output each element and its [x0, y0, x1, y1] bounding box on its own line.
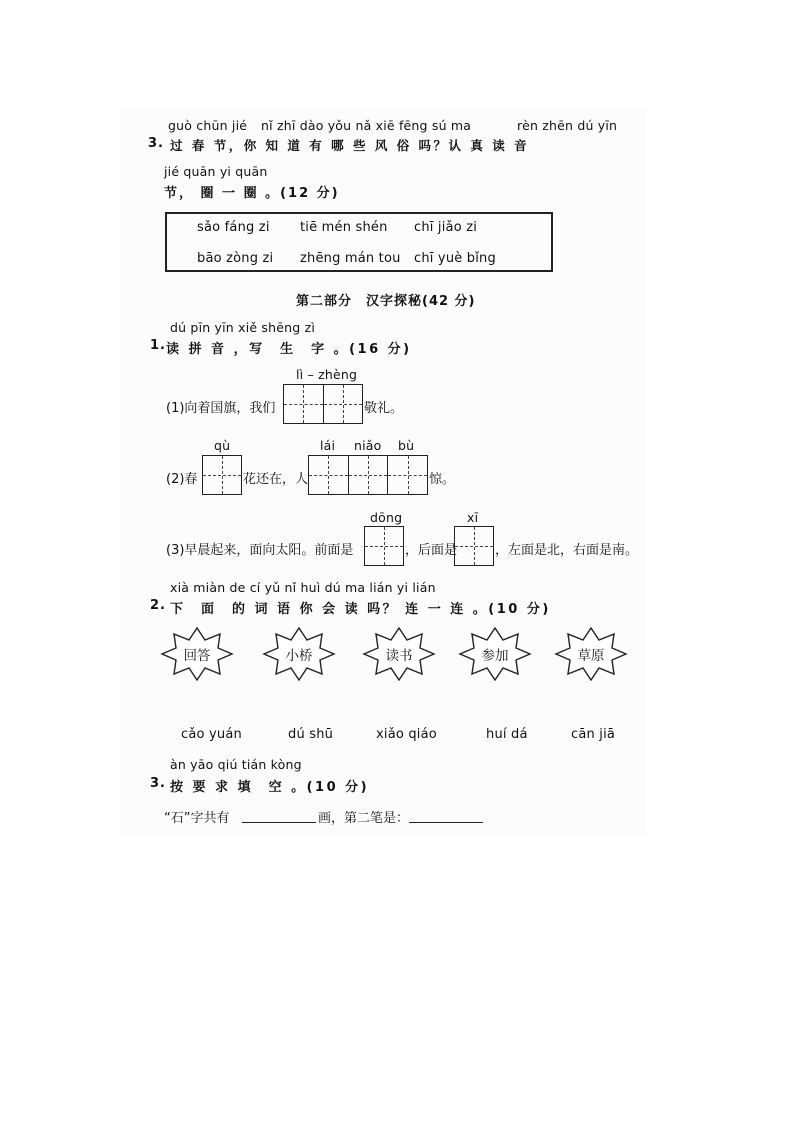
- p2-instruction: 下 面 的 词 语 你 会 读 吗？ 连 一 连 。(10 分): [170, 602, 551, 617]
- star-word-1[interactable]: [160, 626, 234, 682]
- second-stroke-blank[interactable]: [409, 808, 483, 823]
- answer-5[interactable]: cān jiā: [571, 727, 616, 742]
- p3-number: 3.: [150, 776, 166, 791]
- grid-cell[interactable]: [203, 456, 241, 494]
- p1-number: 1.: [150, 338, 166, 353]
- s2-grid-a[interactable]: [202, 455, 242, 495]
- grid-cell[interactable]: [388, 456, 427, 494]
- s2-after: 惊。: [429, 472, 456, 487]
- p2-number: 2.: [150, 598, 166, 613]
- s2-pinyin-b: lái: [320, 438, 336, 453]
- option-6[interactable]: chī yuè bǐng: [414, 251, 496, 266]
- section-title: 第二部分 汉字探秘(42 分): [296, 294, 476, 309]
- s2-pinyin-c: niǎo: [354, 438, 382, 453]
- s2-grid-b[interactable]: [308, 455, 428, 495]
- p3-instruction: 按 要 求 填 空 。(10 分): [170, 780, 370, 795]
- q3-question-line1: 过 春 节，你 知 道 有 哪 些 风 俗 吗？认 真 读 音: [170, 138, 530, 153]
- answer-3[interactable]: xiǎo qiáo: [376, 727, 437, 742]
- s1-after: 敬礼。: [364, 401, 404, 416]
- q3-pinyin-a: guò chūn jié: [168, 118, 248, 133]
- s3-pinyin-a: dōng: [370, 510, 403, 525]
- s3-after: ，左面是北，右面是南。: [495, 543, 639, 558]
- grid-cell[interactable]: [324, 385, 363, 423]
- option-5[interactable]: zhēng mán tou: [300, 251, 401, 266]
- grid-cell[interactable]: [284, 385, 324, 423]
- star-word-label: 草原: [577, 648, 605, 664]
- s3-grid-a[interactable]: [364, 526, 404, 566]
- option-2[interactable]: tiē mén shén: [300, 220, 388, 235]
- grid-cell[interactable]: [365, 527, 403, 565]
- answer-2[interactable]: dú shū: [288, 727, 334, 742]
- s2-pinyin-d: bù: [398, 438, 415, 453]
- grid-cell[interactable]: [349, 456, 389, 494]
- star-word-5[interactable]: [554, 626, 628, 682]
- option-3[interactable]: chī jiǎo zi: [414, 220, 478, 235]
- p1-pinyin: dú pīn yīn xiě shēng zì: [170, 320, 316, 335]
- s1-pinyin: lì – zhèng: [296, 367, 358, 382]
- q3-number: 3.: [148, 136, 164, 151]
- answer-4[interactable]: huí dá: [486, 727, 528, 742]
- option-1[interactable]: sǎo fáng zi: [197, 220, 270, 235]
- star-word-3[interactable]: [362, 626, 436, 682]
- q3-pinyin-b: nǐ zhī dào yǒu nǎ xiē fēng sú ma: [261, 118, 472, 133]
- s3-grid-b[interactable]: [454, 526, 494, 566]
- option-4[interactable]: bāo zòng zi: [197, 251, 274, 266]
- q3-pinyin-line2: jié quān yi quān: [164, 164, 268, 179]
- grid-cell[interactable]: [309, 456, 349, 494]
- s2-before: (2)春: [166, 472, 198, 487]
- star-word-label: 回答: [183, 648, 211, 664]
- s3-before: (3)早晨起来，面向太阳。前面是: [166, 543, 354, 558]
- q3-pinyin-c: rèn zhēn dú yīn: [517, 118, 618, 133]
- stroke-count-blank[interactable]: [242, 808, 316, 823]
- star-word-2[interactable]: [262, 626, 336, 682]
- s3-middle: ，后面是: [405, 543, 458, 558]
- p1-instruction: 读 拼 音 ，写 生 字 。(16 分): [166, 342, 412, 357]
- p2-pinyin: xià miàn de cí yǔ nǐ huì dú ma lián yi lián: [170, 580, 436, 595]
- grid-cell[interactable]: [455, 527, 493, 565]
- s1-grid[interactable]: [283, 384, 363, 424]
- s3-pinyin-b: xī: [467, 510, 479, 525]
- s2-pinyin-a: qù: [214, 438, 231, 453]
- p3-line-a: “石”字共有: [164, 811, 230, 826]
- s1-before: (1)向着国旗，我们: [166, 401, 276, 416]
- star-word-label: 读书: [385, 648, 413, 664]
- q3-question-line2: 节， 圈 一 圈 。(12 分): [164, 186, 340, 201]
- star-word-4[interactable]: [458, 626, 532, 682]
- answer-1[interactable]: cǎo yuán: [181, 727, 242, 742]
- p3-pinyin: àn yāo qiú tián kòng: [170, 757, 302, 772]
- s2-middle: 花还在，人: [243, 472, 309, 487]
- star-word-label: 参加: [481, 648, 509, 664]
- star-word-label: 小桥: [285, 648, 313, 664]
- p3-line-b: 画，第二笔是：: [318, 811, 410, 826]
